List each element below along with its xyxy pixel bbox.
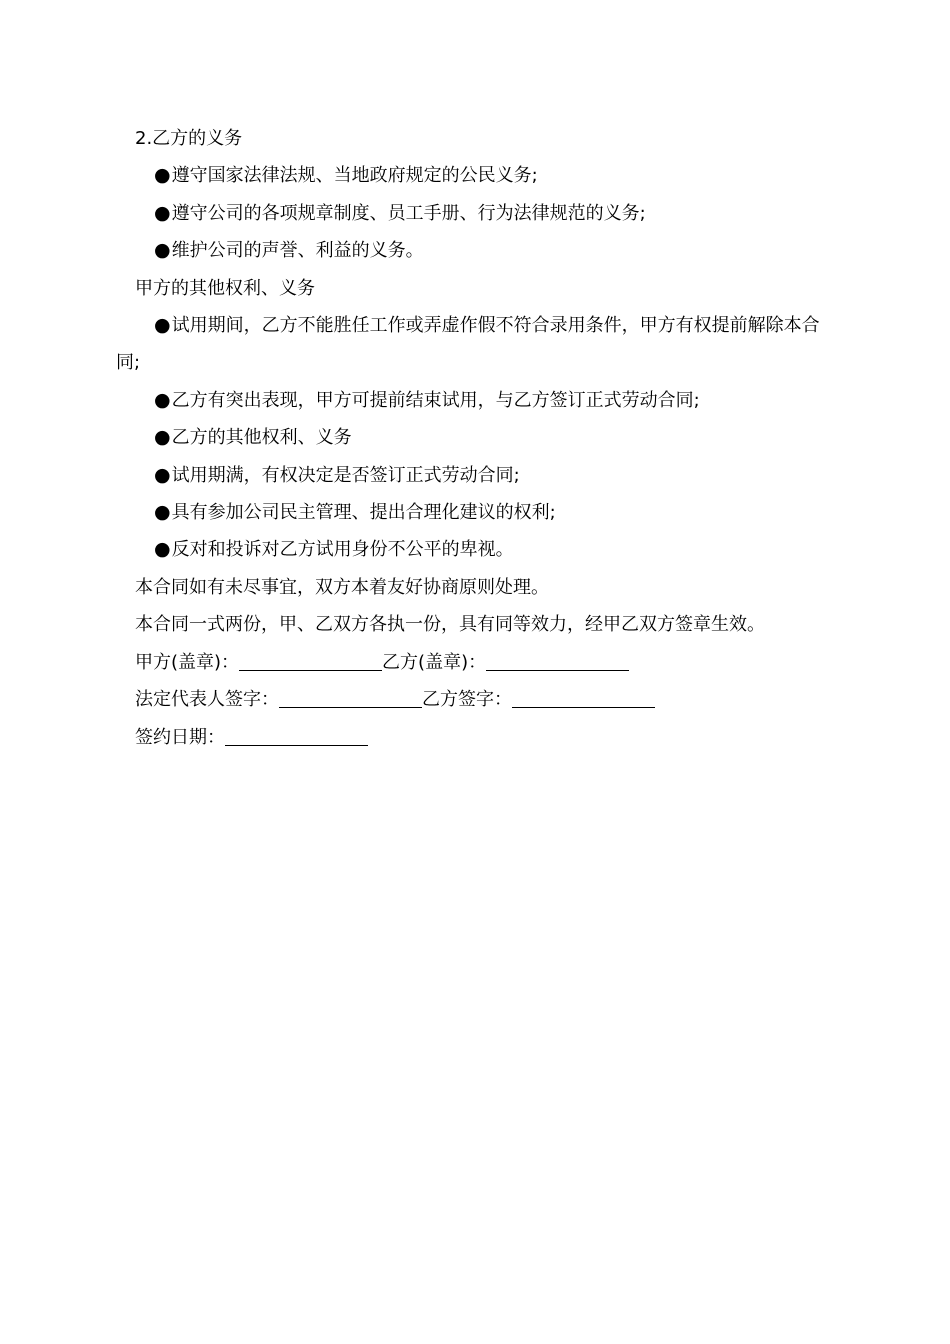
list-item-text: 遵守国家法律法规、当地政府规定的公民义务; bbox=[171, 165, 538, 187]
list-item bbox=[116, 232, 836, 269]
party-b-sign-label: 乙方签字： bbox=[422, 689, 512, 711]
list-item-text: 维护公司的声誉、利益的义务。 bbox=[171, 240, 424, 262]
list-item bbox=[116, 494, 836, 531]
party-b-sign-blank[interactable] bbox=[512, 687, 655, 708]
bullet-icon: ● bbox=[154, 388, 171, 411]
list-item bbox=[116, 382, 836, 419]
list-item-text: 反对和投诉对乙方试用身份不公平的卑视。 bbox=[171, 539, 514, 561]
bullet-icon: ● bbox=[154, 314, 171, 337]
closing-text: 本合同如有未尽事宜，双方本着友好协商原则处理。 bbox=[135, 576, 549, 598]
bullet-icon: ● bbox=[154, 463, 171, 486]
list-item-text: 遵守公司的各项规章制度、员工手册、行为法律规范的义务; bbox=[171, 202, 646, 224]
signature-line bbox=[116, 681, 836, 718]
list-item bbox=[116, 419, 836, 456]
list-item bbox=[116, 195, 836, 232]
document-body bbox=[116, 120, 836, 756]
section-heading-text: 甲方的其他权利、义务 bbox=[135, 277, 315, 299]
bullet-icon: ● bbox=[154, 164, 171, 187]
closing-paragraph bbox=[116, 569, 836, 606]
legal-rep-label: 法定代表人签字： bbox=[135, 689, 279, 711]
list-item bbox=[116, 157, 836, 194]
party-a-seal-label: 甲方(盖章)： bbox=[135, 651, 240, 673]
bullet-icon: ● bbox=[154, 201, 171, 224]
closing-text: 本合同一式两份，甲、乙双方各执一份，具有同等效力，经甲乙双方签章生效。 bbox=[135, 614, 765, 636]
list-item-text: 乙方有突出表现，甲方可提前结束试用，与乙方签订正式劳动合同; bbox=[171, 389, 700, 411]
list-item bbox=[116, 307, 836, 382]
date-line bbox=[116, 719, 836, 756]
bullet-icon: ● bbox=[154, 501, 171, 524]
list-item bbox=[116, 457, 836, 494]
seal-line bbox=[116, 644, 836, 681]
party-b-seal-label: 乙方(盖章)： bbox=[382, 651, 487, 673]
bullet-icon: ● bbox=[154, 239, 171, 262]
sign-date-label: 签约日期： bbox=[135, 726, 225, 748]
legal-rep-blank[interactable] bbox=[279, 687, 422, 708]
list-item-text: 试用期满，有权决定是否签订正式劳动合同; bbox=[171, 464, 520, 486]
list-item-text: 乙方的其他权利、义务 bbox=[171, 427, 352, 449]
bullet-icon: ● bbox=[154, 426, 171, 449]
list-item-text: 试用期间，乙方不能胜任工作或弄虚作假不符合录用条件，甲方有权提前解除本合同; bbox=[116, 315, 820, 374]
list-item-text: 具有参加公司民主管理、提出合理化建议的权利; bbox=[171, 502, 556, 524]
section-heading bbox=[116, 270, 836, 307]
party-b-seal-blank[interactable] bbox=[486, 650, 629, 671]
closing-paragraph bbox=[116, 606, 836, 643]
section-heading-text: 2.乙方的义务 bbox=[135, 128, 243, 149]
party-a-seal-blank[interactable] bbox=[239, 650, 382, 671]
bullet-icon: ● bbox=[154, 538, 171, 561]
section-heading bbox=[116, 120, 836, 157]
list-item bbox=[116, 531, 836, 568]
sign-date-blank[interactable] bbox=[225, 725, 368, 746]
